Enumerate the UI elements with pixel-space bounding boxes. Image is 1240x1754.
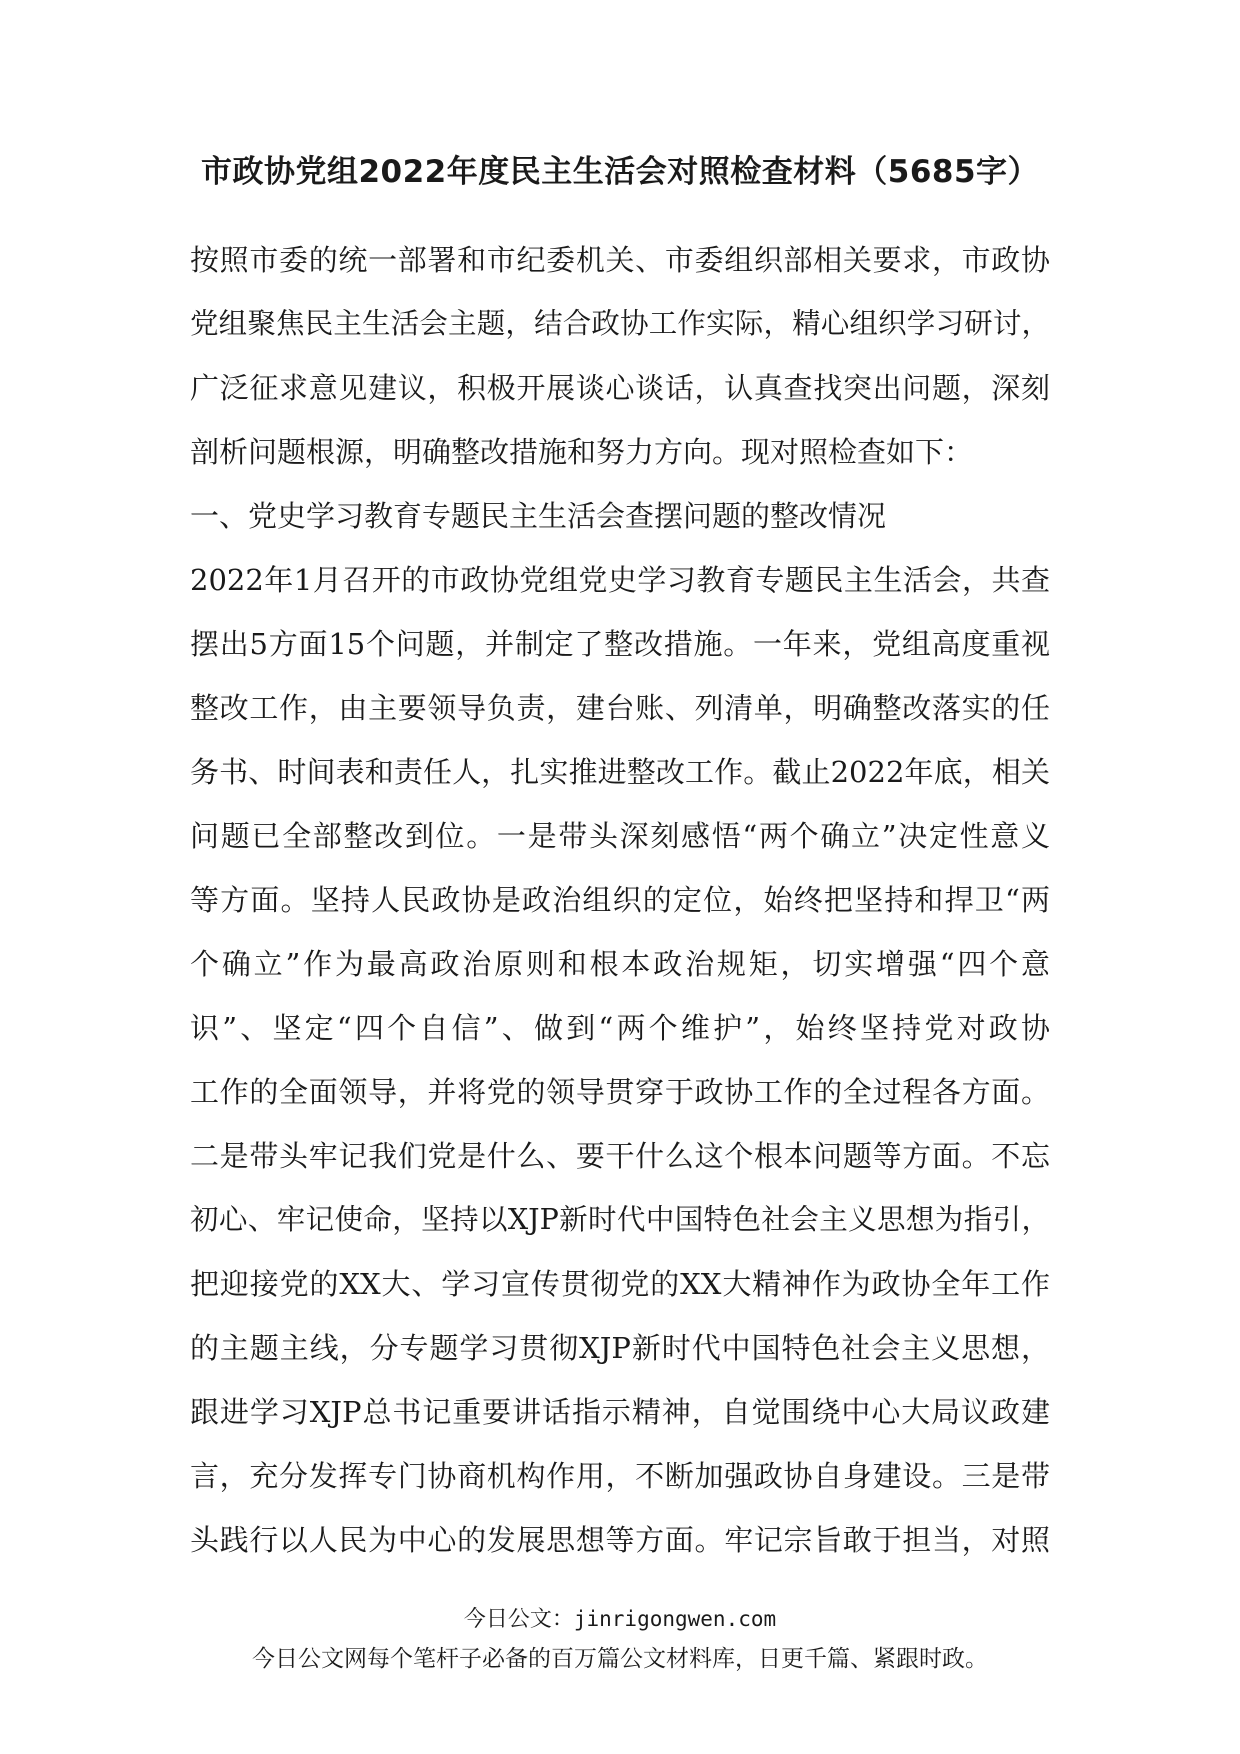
text-line: 的主题主线，分专题学习贯彻XJP新时代中国特色社会主义思想， — [190, 1331, 1050, 1365]
text-line: 2022年1月召开的市政协党组党史学习教育专题民主生活会，共查 — [190, 563, 1050, 597]
document-title: 市政协党组2022年度民主生活会对照检查材料（5685字） — [200, 154, 1040, 190]
footer-site-label: 今日公文： — [463, 1607, 574, 1632]
text-line: 初心、牢记使命，坚持以XJP新时代中国特色社会主义思想为指引， — [190, 1203, 1050, 1236]
footer-site-url[interactable]: jinrigongwen.com — [573, 1607, 777, 1631]
text-line: 问题已全部整改到位。一是带头深刻感悟“两个确立”决定性意义 — [190, 819, 1050, 853]
text-line: 党组聚焦民主生活会主题，结合政协工作实际，精心组织学习研讨， — [190, 307, 1050, 340]
text-line: 个确立”作为最高政治原则和根本政治规矩，切实增强“四个意 — [190, 947, 1050, 981]
text-line: 跟进学习XJP总书记重要讲话指示精神，自觉围绕中心大局议政建 — [190, 1395, 1050, 1429]
text-line: 整改工作，由主要领导负责，建台账、列清单，明确整改落实的任 — [190, 691, 1050, 725]
text-line: 头践行以人民为中心的发展思想等方面。牢记宗旨敢于担当，对照 — [190, 1523, 1050, 1557]
paragraph-intro — [190, 228, 1050, 484]
text-line: 二是带头牢记我们党是什么、要干什么这个根本问题等方面。不忘 — [190, 1139, 1050, 1173]
text-line: 剖析问题根源，明确整改措施和努力方向。现对照检查如下： — [190, 435, 974, 469]
text-line: 务书、时间表和责任人，扎实推进整改工作。截止2022年底，相关 — [190, 755, 1050, 789]
text-line: 言，充分发挥专门协商机构作用，不断加强政协自身建设。三是带 — [190, 1459, 1050, 1493]
text-line: 等方面。坚持人民政协是政治组织的定位，始终把坚持和捍卫“两 — [190, 883, 1050, 917]
paragraph-rectification — [190, 548, 1050, 1572]
text-line: 广泛征求意见建议，积极开展谈心谈话，认真查找突出问题，深刻 — [190, 371, 1050, 405]
section-heading: 一、党史学习教育专题民主生活会查摆问题的整改情况 — [190, 499, 887, 533]
text-line: 把迎接党的XX大、学习宣传贯彻党的XX大精神作为政协全年工作 — [190, 1267, 1050, 1301]
document-body — [190, 228, 1050, 1572]
text-line: 识”、坚定“四个自信”、做到“两个维护”，始终坚持党对政协 — [190, 1011, 1050, 1045]
text-line: 工作的全面领导，并将党的领导贯穿于政协工作的全过程各方面。 — [190, 1075, 1050, 1109]
footer-slogan: 今日公文网每个笔杆子必备的百万篇公文材料库，日更千篇、紧跟时政。 — [252, 1646, 988, 1672]
text-line: 按照市委的统一部署和市纪委机关、市委组织部相关要求，市政协 — [190, 243, 1050, 277]
footer-site — [0, 1604, 1240, 1635]
text-line: 摆出5方面15个问题，并制定了整改措施。一年来，党组高度重视 — [190, 627, 1050, 661]
